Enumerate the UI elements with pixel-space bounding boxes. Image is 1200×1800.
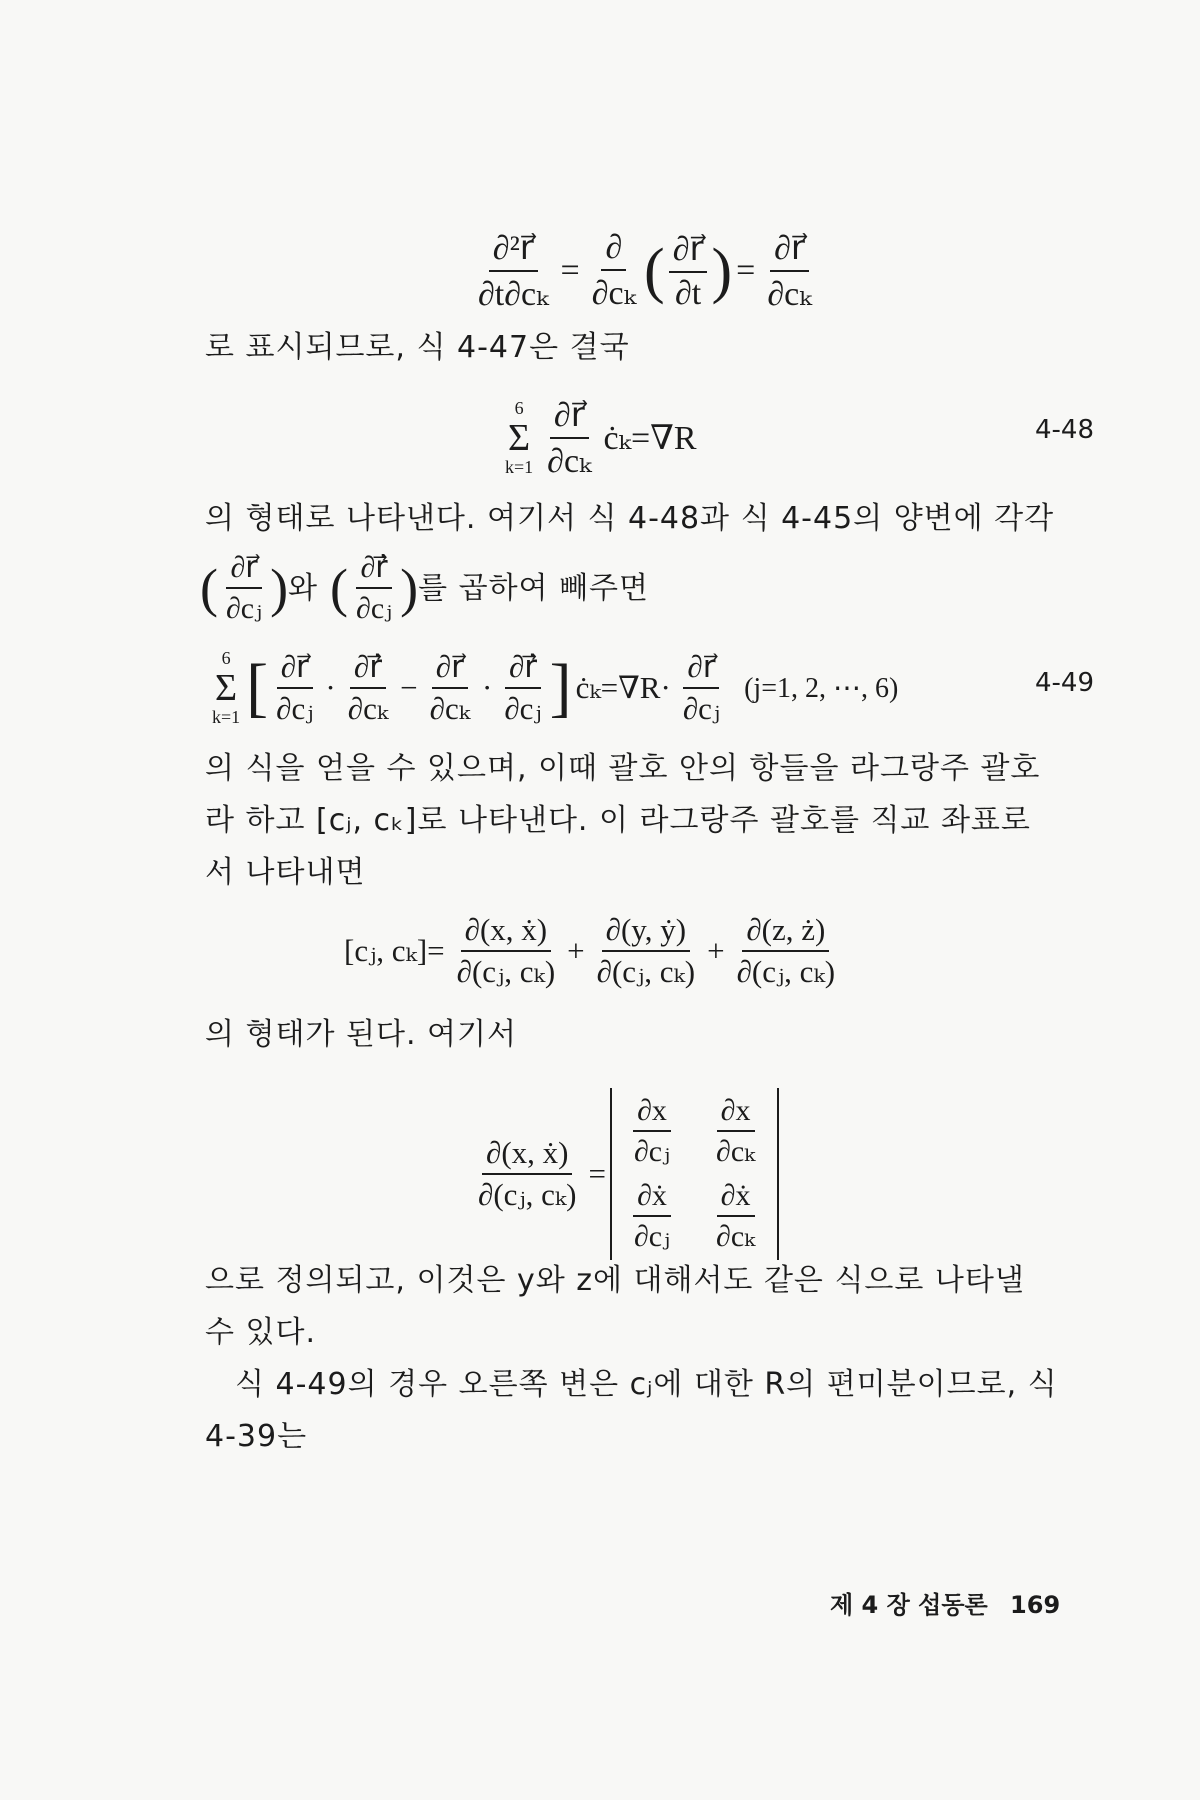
- numerator: ∂(y, ẏ): [602, 912, 690, 952]
- text-line: 식 4-49의 경우 오른쪽 변은 cⱼ에 대한 R의 편미분이므로, 식: [235, 1367, 1058, 1402]
- denominator: ∂cⱼ: [225, 592, 263, 625]
- fraction: [588, 229, 640, 313]
- equation-term: ċₖ=∇R: [603, 420, 697, 457]
- denominator: ∂cₖ: [547, 443, 592, 480]
- fraction: [763, 228, 815, 314]
- fraction: [272, 649, 317, 727]
- denominator: ∂t: [674, 275, 702, 312]
- equation-4-49: 6 Σ k=1 [ $\frac{\partial r⃗}{\text{∂cⱼ}}$ · $\frac{\text{∂ṙ⃗}}{\text{∂cₖ}}$ − $\frac{\partial r⃗}{\text{∂cₖ}}$ · $\frac{\text{∂ṙ⃗}}{\text{∂cⱼ}}$ ] ċₖ=∇R· $\frac{\partial r⃗}{\text{∂cⱼ}}$ (j=1, 2, ⋯, 6): [212, 648, 899, 727]
- text-line-with-fractions: ( $\frac{\partial r⃗}{\text{∂cⱼ}}$ ) 와 ( $\frac{\text{∂ṙ⃗}}{\text{∂cⱼ}}$ ) 를 곱하여 빼주면: [200, 551, 650, 625]
- denominator: ∂(cⱼ, cₖ): [478, 1177, 577, 1212]
- numerator: ∂r⃗: [683, 649, 719, 689]
- denominator: ∂cⱼ: [504, 691, 542, 726]
- denominator: ∂t∂cₖ: [478, 276, 549, 313]
- denominator: ∂cⱼ: [356, 592, 393, 625]
- fraction: [453, 912, 559, 990]
- fraction: [593, 912, 699, 990]
- equation-number: 4-49: [1035, 668, 1095, 698]
- numerator: ∂(x, ẋ): [461, 912, 551, 952]
- fraction: [733, 912, 839, 990]
- page-footer: [830, 1585, 1060, 1620]
- text-line: 서 나타내면: [205, 855, 366, 890]
- numerator: ∂r⃗: [432, 649, 468, 689]
- equation-term: ċₖ=∇R·: [575, 670, 671, 705]
- text-line: 으로 정의되고, 이것은 y와 z에 대해서도 같은 식으로 나타낼: [205, 1263, 1025, 1298]
- fraction: [426, 649, 474, 727]
- text-line: 의 식을 얻을 수 있으며, 이때 괄호 안의 항들을 라그랑주 괄호: [205, 751, 1041, 786]
- fraction: [474, 1135, 580, 1213]
- equation-condition: (j=1, 2, ⋯, 6): [744, 673, 899, 704]
- fraction: [543, 395, 595, 481]
- numerator: ∂²r⃗: [489, 228, 538, 272]
- text-line: 4-39는: [205, 1419, 308, 1454]
- numerator: ∂ṙ⃗: [505, 649, 541, 689]
- numerator: ∂: [601, 229, 626, 271]
- numerator: ∂r⃗: [550, 395, 589, 439]
- equation-partial-derivative: $\frac{\text{∂²r⃗}}{\text{∂t∂cₖ}}$ = $\frac{\partial}{\text{∂cₖ}}$ ( $\frac{\partial r⃗}{\partial t}$ ) = $\frac{\partial r⃗}{\text{∂cₖ}}$: [470, 228, 820, 314]
- equation-4-48: [505, 395, 701, 481]
- equation-lagrange-bracket: [cⱼ, cₖ]= $\frac{\text{∂(x, ẋ)}}{\text{∂(cⱼ, cₖ)}}$ + $\frac{\text{∂(y, ẏ)}}{\text{∂(cⱼ, cₖ)}}$ + $\frac{\partial(z, ż)}{\text{∂(cⱼ, cₖ)}}$: [340, 912, 843, 990]
- text-line: 로 표시되므로, 식 4-47은 결국: [205, 330, 630, 365]
- numerator: ∂r⃗: [277, 649, 313, 689]
- matrix-entry: $\frac{\partial x}{\text{∂cₖ}}$: [716, 1094, 756, 1168]
- numerator: ∂(x, ẋ): [482, 1135, 572, 1175]
- numerator: ∂r⃗: [226, 550, 261, 589]
- numerator: ∂ṙ⃗: [350, 649, 386, 689]
- denominator: ∂cⱼ: [276, 691, 314, 726]
- denominator: ∂cₖ: [347, 691, 389, 726]
- fraction: [352, 550, 396, 626]
- text-line: 수 있다.: [205, 1315, 317, 1350]
- fraction: [500, 649, 545, 727]
- equation-jacobian-determinant: $\frac{\text{∂(x, ẋ)}}{\text{∂(cⱼ, cₖ)}}$ = $\frac{\partial x}{\text{∂cⱼ}}$ $\frac{\partial x}{\text{∂cₖ}}$ $\frac{\text{∂ẋ}}{\text{∂cⱼ}}$ $\frac{\text{∂ẋ}}{\text{∂cₖ}}$: [470, 1088, 779, 1260]
- denominator: ∂(cⱼ, cₖ): [596, 954, 696, 989]
- text: 를 곱하여 빼주면: [418, 570, 650, 606]
- fraction: [344, 649, 392, 727]
- matrix-entry: $\frac{\text{∂ẋ}}{\text{∂cₖ}}$: [716, 1179, 756, 1253]
- fraction: [679, 649, 724, 727]
- text-line: 라 하고 [cⱼ, cₖ]로 나타낸다. 이 라그랑주 괄호를 직교 좌표로: [205, 803, 1031, 838]
- equation-number: 4-48: [1035, 415, 1095, 445]
- matrix-entry: $\frac{\text{∂ẋ}}{\text{∂cⱼ}}$: [633, 1179, 671, 1253]
- equation-term: [cⱼ, cₖ]=: [344, 933, 445, 968]
- denominator: ∂cₖ: [767, 276, 812, 313]
- numerator: ∂r⃗: [669, 229, 708, 273]
- denominator: ∂cⱼ: [682, 691, 721, 726]
- summation: 6 Σ k=1: [212, 648, 241, 727]
- matrix-entry: $\frac{\partial x}{\text{∂cⱼ}}$: [633, 1094, 671, 1168]
- summation: 6 Σ k=1: [505, 398, 534, 477]
- numerator: ∂r⃗: [770, 228, 809, 272]
- text-line: 의 형태가 된다. 여기서: [205, 1017, 517, 1052]
- text-line: 의 형태로 나타낸다. 여기서 식 4-48과 식 4-45의 양변에 각각: [205, 501, 1055, 536]
- denominator: ∂(cⱼ, cₖ): [736, 954, 836, 989]
- denominator: ∂cₖ: [591, 275, 637, 312]
- fraction: [669, 229, 708, 313]
- chapter-title: 제 4 장 섭동론: [830, 1591, 988, 1619]
- denominator: ∂(cⱼ, cₖ): [456, 954, 556, 989]
- fraction: [474, 228, 553, 314]
- text: 와: [288, 570, 319, 606]
- determinant-matrix: [610, 1088, 779, 1260]
- page-number: 169: [1010, 1591, 1061, 1619]
- denominator: ∂cₖ: [429, 691, 471, 726]
- numerator: ∂ṙ⃗: [356, 550, 391, 589]
- numerator: ∂(z, ż): [742, 912, 829, 952]
- fraction: [222, 550, 266, 626]
